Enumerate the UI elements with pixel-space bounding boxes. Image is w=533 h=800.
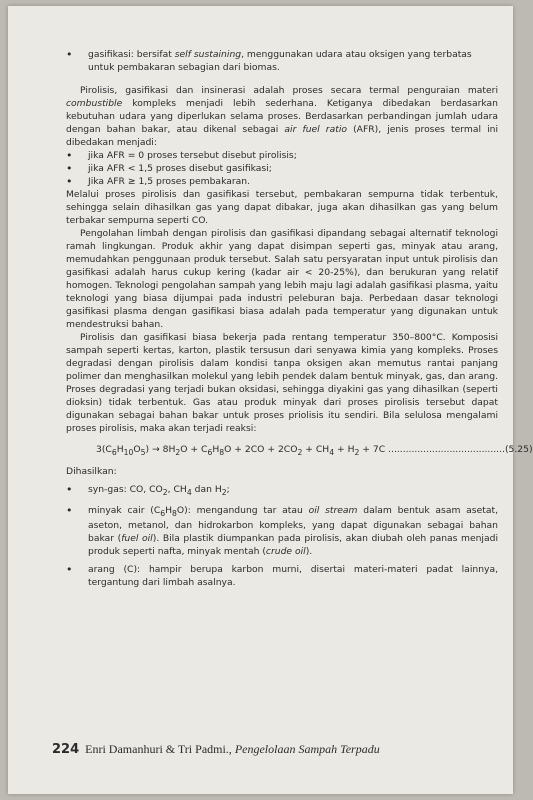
page-footer [52, 743, 380, 756]
bullet-gasifikasi: • gasifikasi: bersifat self sustaining, menggunakan udara atau oksigen yang terbatas untuk pembakaran sebagian dari biomas. [66, 48, 498, 74]
term-gasifikasi: gasifikasi [88, 49, 131, 60]
paragraph-combustion: Melalui proses pirolisis dan gasifikasi tersebut, pembakaran sempurna tidak terbentuk, sehingga selain dihasilkan gas yang dapat dibakar, juga akan dihasilkan gas yang belum terbakar sempurna seperti CO. [66, 189, 498, 226]
paragraph-waste-processing: Pengolahan limbah dengan pirolisis dan gasifikasi dipandang sebagai alternatif teknologi ramah lingkungan. Produk akhir yang dapat disimpan seperti gas, minyak atau arang, memudahkan penggunaan produk tersebut. Salah satu persyaratan input untuk pirolisis dan gasifikasi adalah harus cukup kering (kadar air < 20-25%), dan berukuran yang relatif homogen. Teknologi pengolahan sampah yang lebih maju lagi adalah gasifikasi plasma, yaitu teknologi yang biasa dijumpai pada industri peleburan baja. Perbedaan dasar teknologi gasifikasi plasma dengan gasifikasi biasa adalah pada temperatur yang digunakan untuk mendestruksi bahan. [66, 228, 498, 330]
list-item-syngas: • syn-gas: CO, $CO_2$, $CH_4$ dan $H_2$; [66, 483, 498, 499]
list-item: • jika AFR = 0 proses tersebut disebut pirolisis; [66, 149, 498, 162]
book-page [8, 6, 533, 794]
page-number: 224 [52, 742, 80, 757]
list-item-oil: • minyak cair $(C_6H_8O)$: mengandung tar atau oil stream dalam bentuk asam asetat, aseton, metanol, dan hidrokarbon kompleks, yang dapat digunakan sebagai bahan bakar (fuel oil). Bila plastik diumpankan pada pirolisis, akan diubah oleh panas menjadi produk seperti nafta, minyak mentah (crude oil). [66, 504, 498, 559]
page-body [66, 48, 533, 589]
footer-book-title: Pengelolaan Sampah Terpadu [234, 742, 380, 756]
products-list [66, 483, 498, 590]
list-item: • jika AFR < 1,5 proses disebut gasifikasi; [66, 162, 498, 175]
paragraph-thermal-processes: Pirolisis, gasifikasi dan insinerasi adalah proses secara termal penguraian materi combustible kompleks menjadi lebih sederhana. Ketiganya dibedakan berdasarkan kebutuhan udara yang diperlukan selama proses. Berdasarkan perbandingan jumlah udara dengan bahan bakar, atau dikenal sebagai air fuel ratio (AFR), jenis proses termal ini dibedakan menjadi: [66, 85, 499, 148]
label-dihasilkan: Dihasilkan: [66, 465, 117, 477]
afr-list [66, 149, 498, 188]
equation-number: (5.25) [504, 444, 533, 455]
list-item: • Jika AFR ≥ 1,5 proses pembakaran. [66, 175, 498, 188]
footer-authors: Enri Damanhuri & Tri Padmi., [85, 742, 235, 756]
paragraph-pyrolysis-temperature: Pirolisis dan gasifikasi biasa bekerja pada rentang temperatur 350–800°C. Komposisi sampah seperti kertas, karton, plastik tersusun dari senyawa kimia yang kompleks. Proses degradasi dengan pirolisis dalam kondisi tanpa oksigen akan memutus rantai panjang polimer dan menghasilkan molekul yang lebih pendek dalam bentuk minyak, gas, dan arang. Proses degradasi yang terjadi bukan oksidasi, sehingga diyakini gas yang dihasilkan (seperti dioksin) tidak terbentuk. Gas atau produk minyak dari proses pirolisis tersebut dapat digunakan sebagai bahan bakar untuk proses priolisis itu sendiri. Bila selulosa mengalami proses pirolisis, maka akan terjadi reaksi: [66, 332, 498, 434]
equation-5-25: $3(C_6H_{10}O_5) \to 8H_2O + C_6H_8O + 2CO + 2CO_2 + CH_4 + H_2 + 7C$ ........................................(5.25) [96, 444, 533, 457]
list-item-char: • arang (C): hampir berupa karbon murni, disertai materi-materi padat lainnya, tergantung dari limbah asalnya. [66, 563, 498, 589]
